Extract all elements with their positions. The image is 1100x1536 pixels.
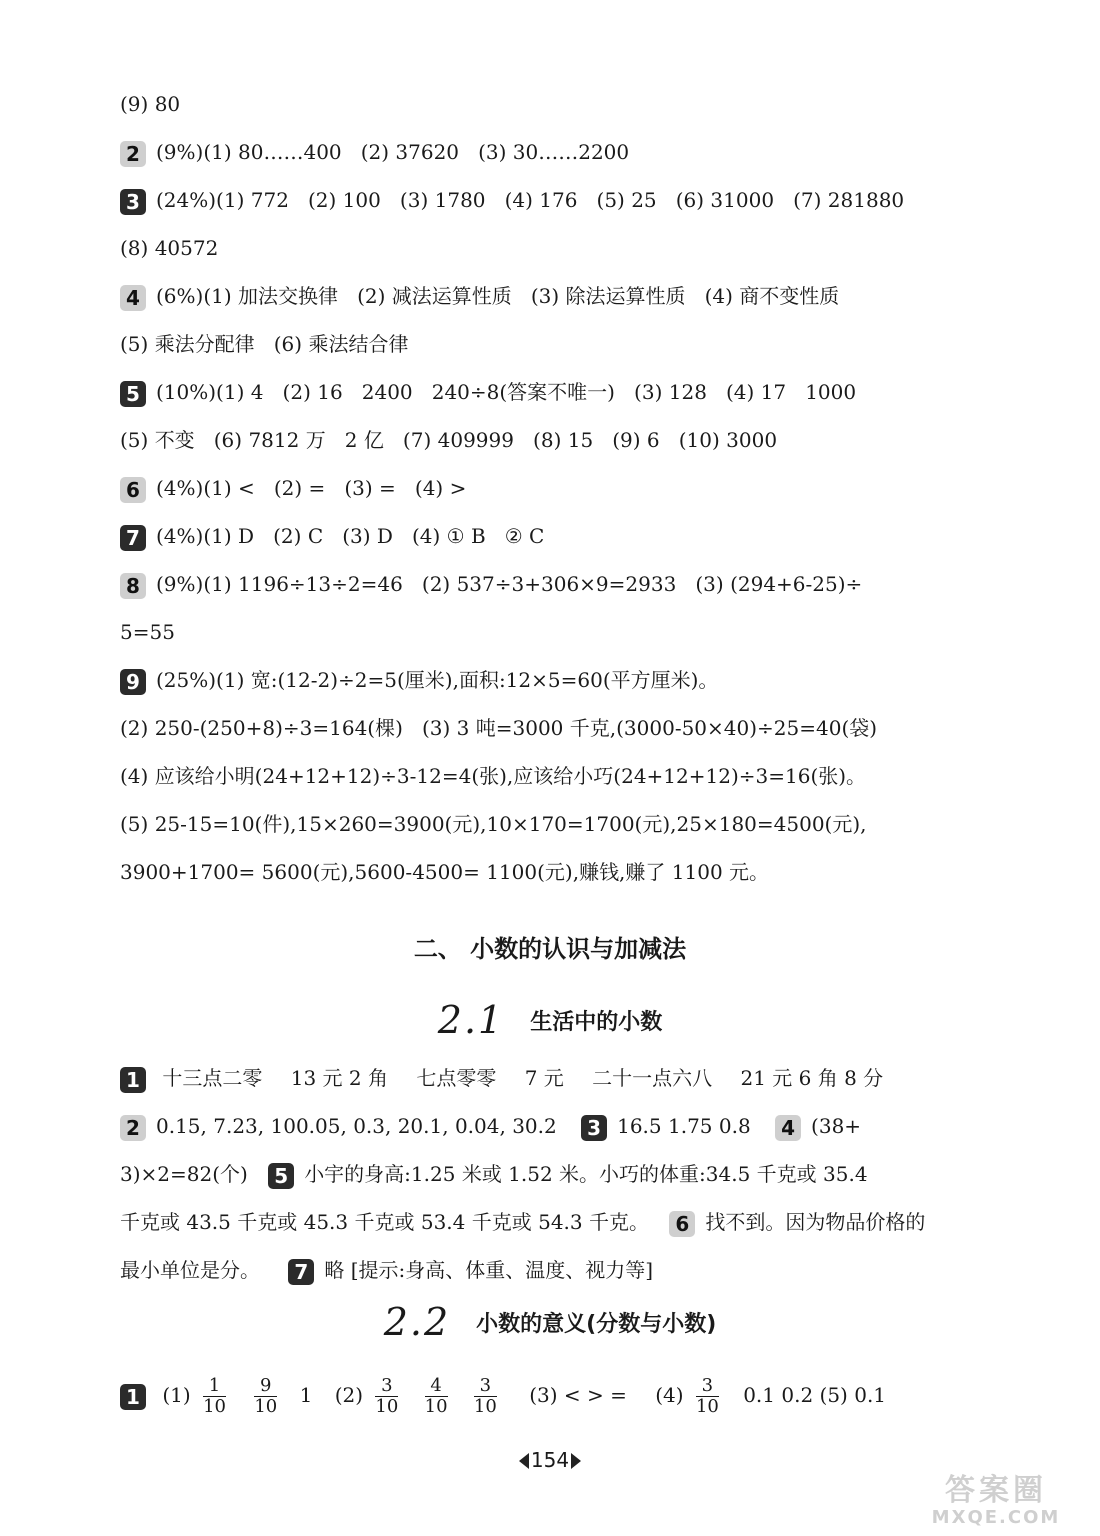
answer-line [120, 857, 1004, 887]
subsection-2-1-heading [0, 1000, 1100, 1043]
question-badge: 1 [120, 1067, 146, 1093]
s21-item: 二十一点六八 [592, 1066, 713, 1090]
s21-item: 7 元 [524, 1066, 564, 1090]
s22-line-1 [120, 1376, 1004, 1417]
s21-line-2 [120, 1111, 1004, 1141]
right-arrow-icon [571, 1453, 581, 1469]
question-badge: 4 [120, 285, 146, 311]
answer-text: 5=55 [120, 620, 175, 644]
s22-part-3: (3) < > = [529, 1383, 627, 1407]
answer-text: (4) 应该给小明(24+12+12)÷3-12=4(张),应该给小巧(24+12+12)÷3=16(张)。 [120, 764, 867, 788]
answer-line [120, 329, 1004, 359]
answer-line [120, 89, 1004, 119]
subsection-2-2-heading [0, 1302, 1100, 1345]
answer-text: (9%)(1) 1196÷13÷2=46 (2) 537÷3+306×9=2933 (3) (294+6-25)÷ [156, 572, 863, 596]
question-badge: 6 [669, 1211, 695, 1237]
s21-answer-3: 16.5 1.75 0.8 [617, 1114, 751, 1138]
answer-line [120, 425, 1004, 455]
subsection-2-1-title: 生活中的小数 [530, 1010, 663, 1035]
s21-line-3 [120, 1159, 1004, 1189]
question-badge: 2 [120, 1115, 146, 1141]
answer-text: 3900+1700= 5600(元),5600-4500= 1100(元),赚钱,赚了 1100 元。 [120, 860, 770, 884]
answer-line [120, 281, 1004, 311]
answer-text: (5) 25-15=10(件),15×260=3900(元),10×170=1700(元),25×180=4500(元), [120, 812, 867, 836]
s21-answer-4: (38+ [811, 1114, 862, 1138]
answer-line [120, 137, 1004, 167]
answer-text: (2) 250-(250+8)÷3=164(棵) (3) 3 吨=3000 千克,(3000-50×40)÷25=40(袋) [120, 716, 878, 740]
question-badge: 8 [120, 573, 146, 599]
answer-line [120, 665, 1004, 695]
s22-part-2: (2) [334, 1383, 364, 1407]
fraction: $\frac{1}{10}$ [203, 1375, 226, 1417]
s21-answer-2: 0.15, 7.23, 100.05, 0.3, 20.1, 0.04, 30.2 [156, 1114, 557, 1138]
s21-line-4 [120, 1207, 1004, 1237]
answer-text: (6%)(1) 加法交换律 (2) 减法运算性质 (3) 除法运算性质 (4) 商不变性质 [156, 284, 840, 308]
s22-text: 1 [299, 1383, 313, 1407]
s21-answer-4-cont: 3)×2=82(个) [120, 1162, 248, 1186]
question-badge: 2 [120, 141, 146, 167]
answer-line [120, 761, 1004, 791]
answer-line [120, 185, 1004, 215]
subsection-2-2-title: 小数的意义(分数与小数) [476, 1312, 717, 1337]
page-number-text: 154 [530, 1448, 570, 1472]
question-badge: 9 [120, 669, 146, 695]
answer-text: (9) 80 [120, 92, 181, 116]
answer-line [120, 617, 1004, 647]
section-title: 二、 小数的认识与加减法 [413, 935, 687, 963]
question-badge: 5 [268, 1163, 294, 1189]
question-badge: 3 [581, 1115, 607, 1141]
s21-item: 13 元 2 角 [290, 1066, 388, 1090]
watermark-logo: 答案圈 MXQE.COM [931, 1473, 1061, 1528]
fraction: $\frac{3}{10}$ [473, 1375, 497, 1417]
answer-text: (10%)(1) 4 (2) 16 2400 240÷8(答案不唯一) (3) 128 (4) 17 1000 [156, 380, 857, 404]
answer-text: (4%)(1) D (2) C (3) D (4) ① B ② C [156, 524, 545, 548]
s21-item: 21 元 6 角 8 分 [740, 1066, 884, 1090]
question-badge: 4 [775, 1115, 801, 1141]
question-badge: 1 [120, 1384, 146, 1410]
s21-line-5 [120, 1255, 1004, 1285]
s21-line-1 [120, 1063, 1004, 1093]
answer-text: (5) 乘法分配律 (6) 乘法结合律 [120, 332, 409, 356]
s22-text: 0.1 0.2 (5) 0.1 [743, 1383, 887, 1407]
s21-item: 七点零零 [416, 1066, 497, 1090]
fraction: $\frac{3}{10}$ [375, 1375, 399, 1417]
answer-line [120, 569, 1004, 599]
s21-answer-5-cont: 千克或 43.5 千克或 45.3 千克或 53.4 千克或 54.3 千克。 [120, 1210, 649, 1234]
s21-answer-6-cont: 最小单位是分。 [120, 1258, 260, 1282]
question-badge: 7 [120, 525, 146, 551]
fraction: $\frac{3}{10}$ [695, 1375, 719, 1417]
fraction: $\frac{9}{10}$ [254, 1375, 278, 1417]
answer-line [120, 809, 1004, 839]
s21-answer-5: 小宇的身高:1.25 米或 1.52 米。小巧的体重:34.5 千克或 35.4 [304, 1162, 868, 1186]
answer-text: (8) 40572 [120, 236, 219, 260]
answer-line [120, 377, 1004, 407]
answer-line [120, 521, 1004, 551]
question-badge: 5 [120, 381, 146, 407]
answer-text: (4%)(1) < (2) = (3) = (4) > [156, 476, 467, 500]
s21-item: 十三点二零 [162, 1066, 263, 1090]
subsection-2-1-number: 2.1 [437, 998, 505, 1042]
s21-answer-6: 找不到。因为物品价格的 [705, 1210, 926, 1234]
question-badge: 3 [120, 189, 146, 215]
question-badge: 6 [120, 477, 146, 503]
subsection-2-2-number: 2.2 [383, 1300, 451, 1344]
answer-text: (9%)(1) 80……400 (2) 37620 (3) 30……2200 [156, 140, 630, 164]
question-badge: 7 [288, 1259, 314, 1285]
answer-line [120, 473, 1004, 503]
s21-answer-7: 略 [提示:身高、体重、温度、视力等] [324, 1258, 654, 1282]
s22-part-4: (4) [655, 1383, 684, 1407]
answer-line [120, 713, 1004, 743]
left-arrow-icon [519, 1453, 529, 1469]
answer-text: (5) 不变 (6) 7812 万 2 亿 (7) 409999 (8) 15 (9) 6 (10) 3000 [120, 428, 778, 452]
s22-part-1: (1) [162, 1383, 191, 1407]
answer-line [120, 233, 1004, 263]
page-number [0, 1448, 1100, 1472]
fraction: $\frac{4}{10}$ [424, 1375, 448, 1417]
answer-text: (24%)(1) 772 (2) 100 (3) 1780 (4) 176 (5) 25 (6) 31000 (7) 281880 [156, 188, 905, 212]
answer-text: (25%)(1) 宽:(12-2)÷2=5(厘米),面积:12×5=60(平方厘米)。 [156, 668, 719, 692]
